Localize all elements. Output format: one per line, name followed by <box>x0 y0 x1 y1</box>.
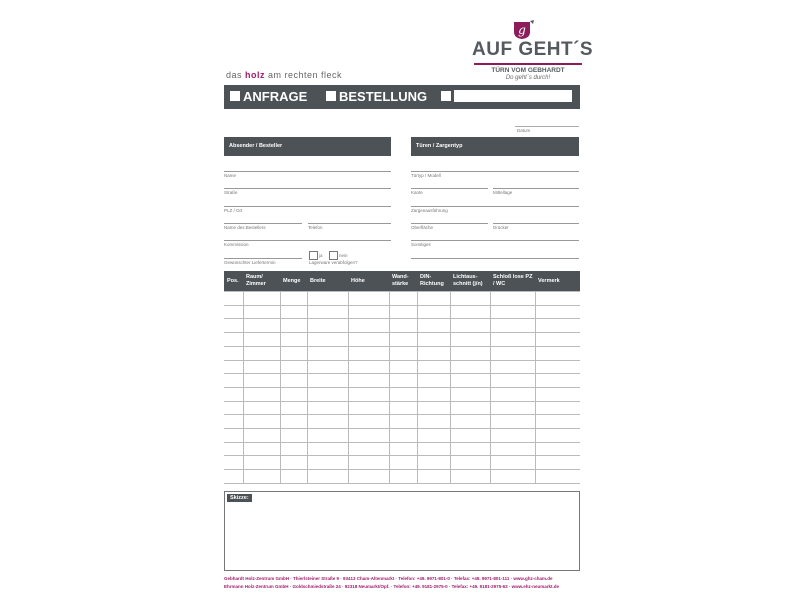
table-header-cell <box>389 271 417 291</box>
svg-text:g: g <box>518 23 526 37</box>
table-row-line <box>224 483 580 484</box>
lagerware-label: Lagerware verabfolgen? <box>309 260 358 265</box>
table-header-cell <box>280 271 307 291</box>
table-column-line <box>389 291 390 483</box>
table-header-label: Menge <box>283 278 301 284</box>
plz-field[interactable] <box>224 206 391 207</box>
sonstiges-label: Sonstiges <box>411 242 431 247</box>
table-row-line <box>224 455 580 456</box>
telefon-field[interactable] <box>308 223 391 224</box>
table-row-line <box>224 346 580 347</box>
name-label: Name <box>224 173 237 178</box>
other-input[interactable] <box>454 90 572 102</box>
name-field[interactable] <box>224 171 391 172</box>
order-table <box>224 271 580 483</box>
oberflache-field[interactable] <box>411 223 488 224</box>
footer-line-2: Ehrmann Holz-Zentrum GmbH · Goldschmiedstraße 24 · 92318 Neumarkt/Opf. · Telefon: +49. 9181-2975-0 · Telefax: +49. 9181-2975-63 · www.ehz-neumarkt.de <box>224 584 560 589</box>
table-column-line <box>450 291 451 483</box>
sonstiges-field-2[interactable] <box>411 258 579 259</box>
anfrage-checkbox[interactable] <box>230 91 240 101</box>
logo-slogan: Do geht´s durch! <box>505 75 551 81</box>
telefon-label: Telefon <box>308 225 323 230</box>
table-column-line <box>280 291 281 483</box>
door-section-header <box>411 137 579 156</box>
table-column-line <box>417 291 418 483</box>
table-header-label: Höhe <box>351 278 365 284</box>
datum-label: Datum <box>517 128 531 133</box>
sender-section-header <box>224 137 391 156</box>
table-row-line <box>224 401 580 402</box>
sender-section-title: Absender / Besteller <box>229 143 283 149</box>
table-header-cell <box>490 271 535 291</box>
table-header-label: Wand- stärke <box>392 274 409 287</box>
tagline-before: das <box>226 70 246 80</box>
table-header-label: Breite <box>310 278 326 284</box>
table-header-cell <box>224 271 243 291</box>
table-header-cell <box>417 271 450 291</box>
table-row-line <box>224 373 580 374</box>
table-header-cell <box>348 271 389 291</box>
table-row-line <box>224 332 580 333</box>
zargen-field[interactable] <box>411 206 579 207</box>
other-checkbox[interactable] <box>441 91 451 101</box>
lager-nein-checkbox[interactable] <box>329 251 338 260</box>
skizze-label: Skizze: <box>227 494 252 502</box>
table-column-line <box>535 291 536 483</box>
table-header-cell <box>535 271 580 291</box>
zargen-label: Zargenausführung <box>411 208 448 213</box>
table-header-cell <box>243 271 280 291</box>
logo-rule <box>474 63 582 65</box>
skizze-area[interactable] <box>224 491 580 571</box>
sonstiges-field[interactable] <box>411 240 579 241</box>
table-header <box>224 271 580 291</box>
plz-label: PLZ / Ort <box>224 208 243 213</box>
tagline <box>226 70 342 80</box>
anfrage-label: ANFRAGE <box>243 89 308 104</box>
kante-field[interactable] <box>411 188 488 189</box>
bestellung-label: BESTELLUNG <box>339 89 428 104</box>
table-header-label: DIN- Richtung <box>420 274 444 287</box>
table-row-line <box>224 305 580 306</box>
table-header-label: Raum/ Zimmer <box>246 274 266 287</box>
besteller-field[interactable] <box>224 223 302 224</box>
besteller-label: Name des Bestellers <box>224 225 266 230</box>
table-header-cell <box>307 271 348 291</box>
table-header-label: Schloß lose PZ / WC <box>493 274 533 287</box>
mittellage-field[interactable] <box>493 188 579 189</box>
table-header-cell <box>450 271 490 291</box>
turtyp-label: Türtyp / Modell <box>411 173 441 178</box>
table-header-label: Vermerk <box>538 278 560 284</box>
table-row-line <box>224 291 580 292</box>
bestellung-checkbox[interactable] <box>326 91 336 101</box>
kommission-field[interactable] <box>224 240 391 241</box>
turtyp-field[interactable] <box>411 171 579 172</box>
table-row-line <box>224 360 580 361</box>
strasse-field[interactable] <box>224 188 391 189</box>
lager-ja-label: ja <box>319 253 323 258</box>
table-row-line <box>224 414 580 415</box>
table-row-line <box>224 469 580 470</box>
table-column-line <box>307 291 308 483</box>
door-section-title: Türen / Zargentyp <box>416 143 463 149</box>
tagline-after: am rechten fleck <box>265 70 343 80</box>
strasse-label: Straße <box>224 190 238 195</box>
table-row-line <box>224 442 580 443</box>
oberflache-label: Oberfläche <box>411 225 434 230</box>
table-column-line <box>243 291 244 483</box>
table-column-line <box>490 291 491 483</box>
kommission-label: Kommission <box>224 242 249 247</box>
liefertermin-field[interactable] <box>224 258 302 259</box>
table-row-line <box>224 428 580 429</box>
logo-subtitle: TÜRN VOM GEBHARDT <box>491 67 565 74</box>
company-logo <box>472 20 594 82</box>
logo-title: AUF GEHT´S <box>472 39 594 60</box>
table-row-line <box>224 387 580 388</box>
logo-emblem-icon <box>512 20 534 40</box>
table-header-label: Pos. <box>227 278 239 284</box>
tagline-highlight: holz <box>245 70 266 80</box>
datum-line[interactable] <box>515 126 579 127</box>
lager-nein-label: nein <box>339 253 348 258</box>
liefertermin-label: Gewünschter Liefertermin <box>224 260 276 265</box>
drucker-field[interactable] <box>493 223 579 224</box>
lager-ja-checkbox[interactable] <box>309 251 318 260</box>
table-column-line <box>348 291 349 483</box>
table-header-label: Lichtaus- schnitt (j/n) <box>453 274 483 287</box>
drucker-label: Drücker <box>493 225 509 230</box>
mittellage-label: Mittellage <box>493 190 513 195</box>
kante-label: Kante <box>411 190 423 195</box>
footer-line-1: Gebhardt Holz-Zentrum GmbH · Thierlsteiner Straße 9 · 93413 Cham-Altenmarkt · Telefon: +49. 9971-801-0 · Telefax: +49. 9971-801-111 · www.ghz-cham.de <box>224 576 553 581</box>
table-row-line <box>224 318 580 319</box>
